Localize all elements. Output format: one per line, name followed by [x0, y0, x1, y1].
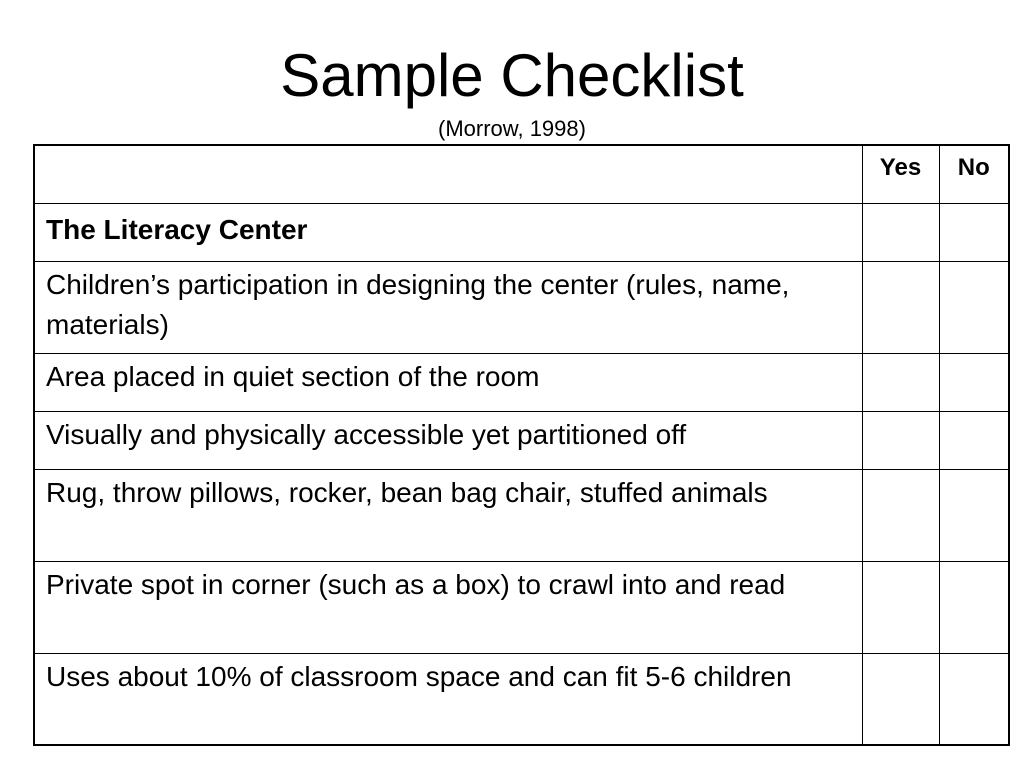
page-subtitle: (Morrow, 1998) [438, 116, 586, 141]
yes-checkbox-cell[interactable] [862, 469, 939, 561]
table-row [34, 653, 1009, 745]
no-checkbox-cell[interactable] [939, 261, 1009, 353]
page-title: Sample Checklist [280, 42, 744, 109]
yes-checkbox-cell[interactable] [862, 353, 939, 411]
table-row [34, 411, 1009, 469]
header-row [34, 145, 1009, 203]
table-row [34, 353, 1009, 411]
table-row [34, 261, 1009, 353]
section-row [34, 203, 1009, 261]
row-item-text: Rug, throw pillows, rocker, bean bag chair, stuffed animals [34, 469, 862, 561]
yes-checkbox-cell[interactable] [862, 561, 939, 653]
yes-checkbox-cell[interactable] [862, 261, 939, 353]
row-item-text: Children’s participation in designing the center (rules, name, materials) [34, 261, 862, 353]
no-checkbox-cell[interactable] [939, 411, 1009, 469]
row-item-text: Visually and physically accessible yet partitioned off [34, 411, 862, 469]
header-no: No [939, 145, 1009, 203]
header-yes: Yes [862, 145, 939, 203]
section-title: The Literacy Center [34, 203, 862, 261]
no-checkbox-cell[interactable] [939, 469, 1009, 561]
no-checkbox-cell[interactable] [939, 353, 1009, 411]
yes-checkbox-cell[interactable] [862, 653, 939, 745]
no-checkbox-cell[interactable] [939, 561, 1009, 653]
no-checkbox-cell[interactable] [939, 203, 1009, 261]
no-checkbox-cell[interactable] [939, 653, 1009, 745]
checklist-table [33, 144, 1010, 746]
header-item-cell [34, 145, 862, 203]
table-row [34, 469, 1009, 561]
row-item-text: Private spot in corner (such as a box) to crawl into and read [34, 561, 862, 653]
row-item-text: Area placed in quiet section of the room [34, 353, 862, 411]
yes-checkbox-cell[interactable] [862, 411, 939, 469]
table-row [34, 561, 1009, 653]
row-item-text: Uses about 10% of classroom space and can fit 5-6 children [34, 653, 862, 745]
yes-checkbox-cell[interactable] [862, 203, 939, 261]
